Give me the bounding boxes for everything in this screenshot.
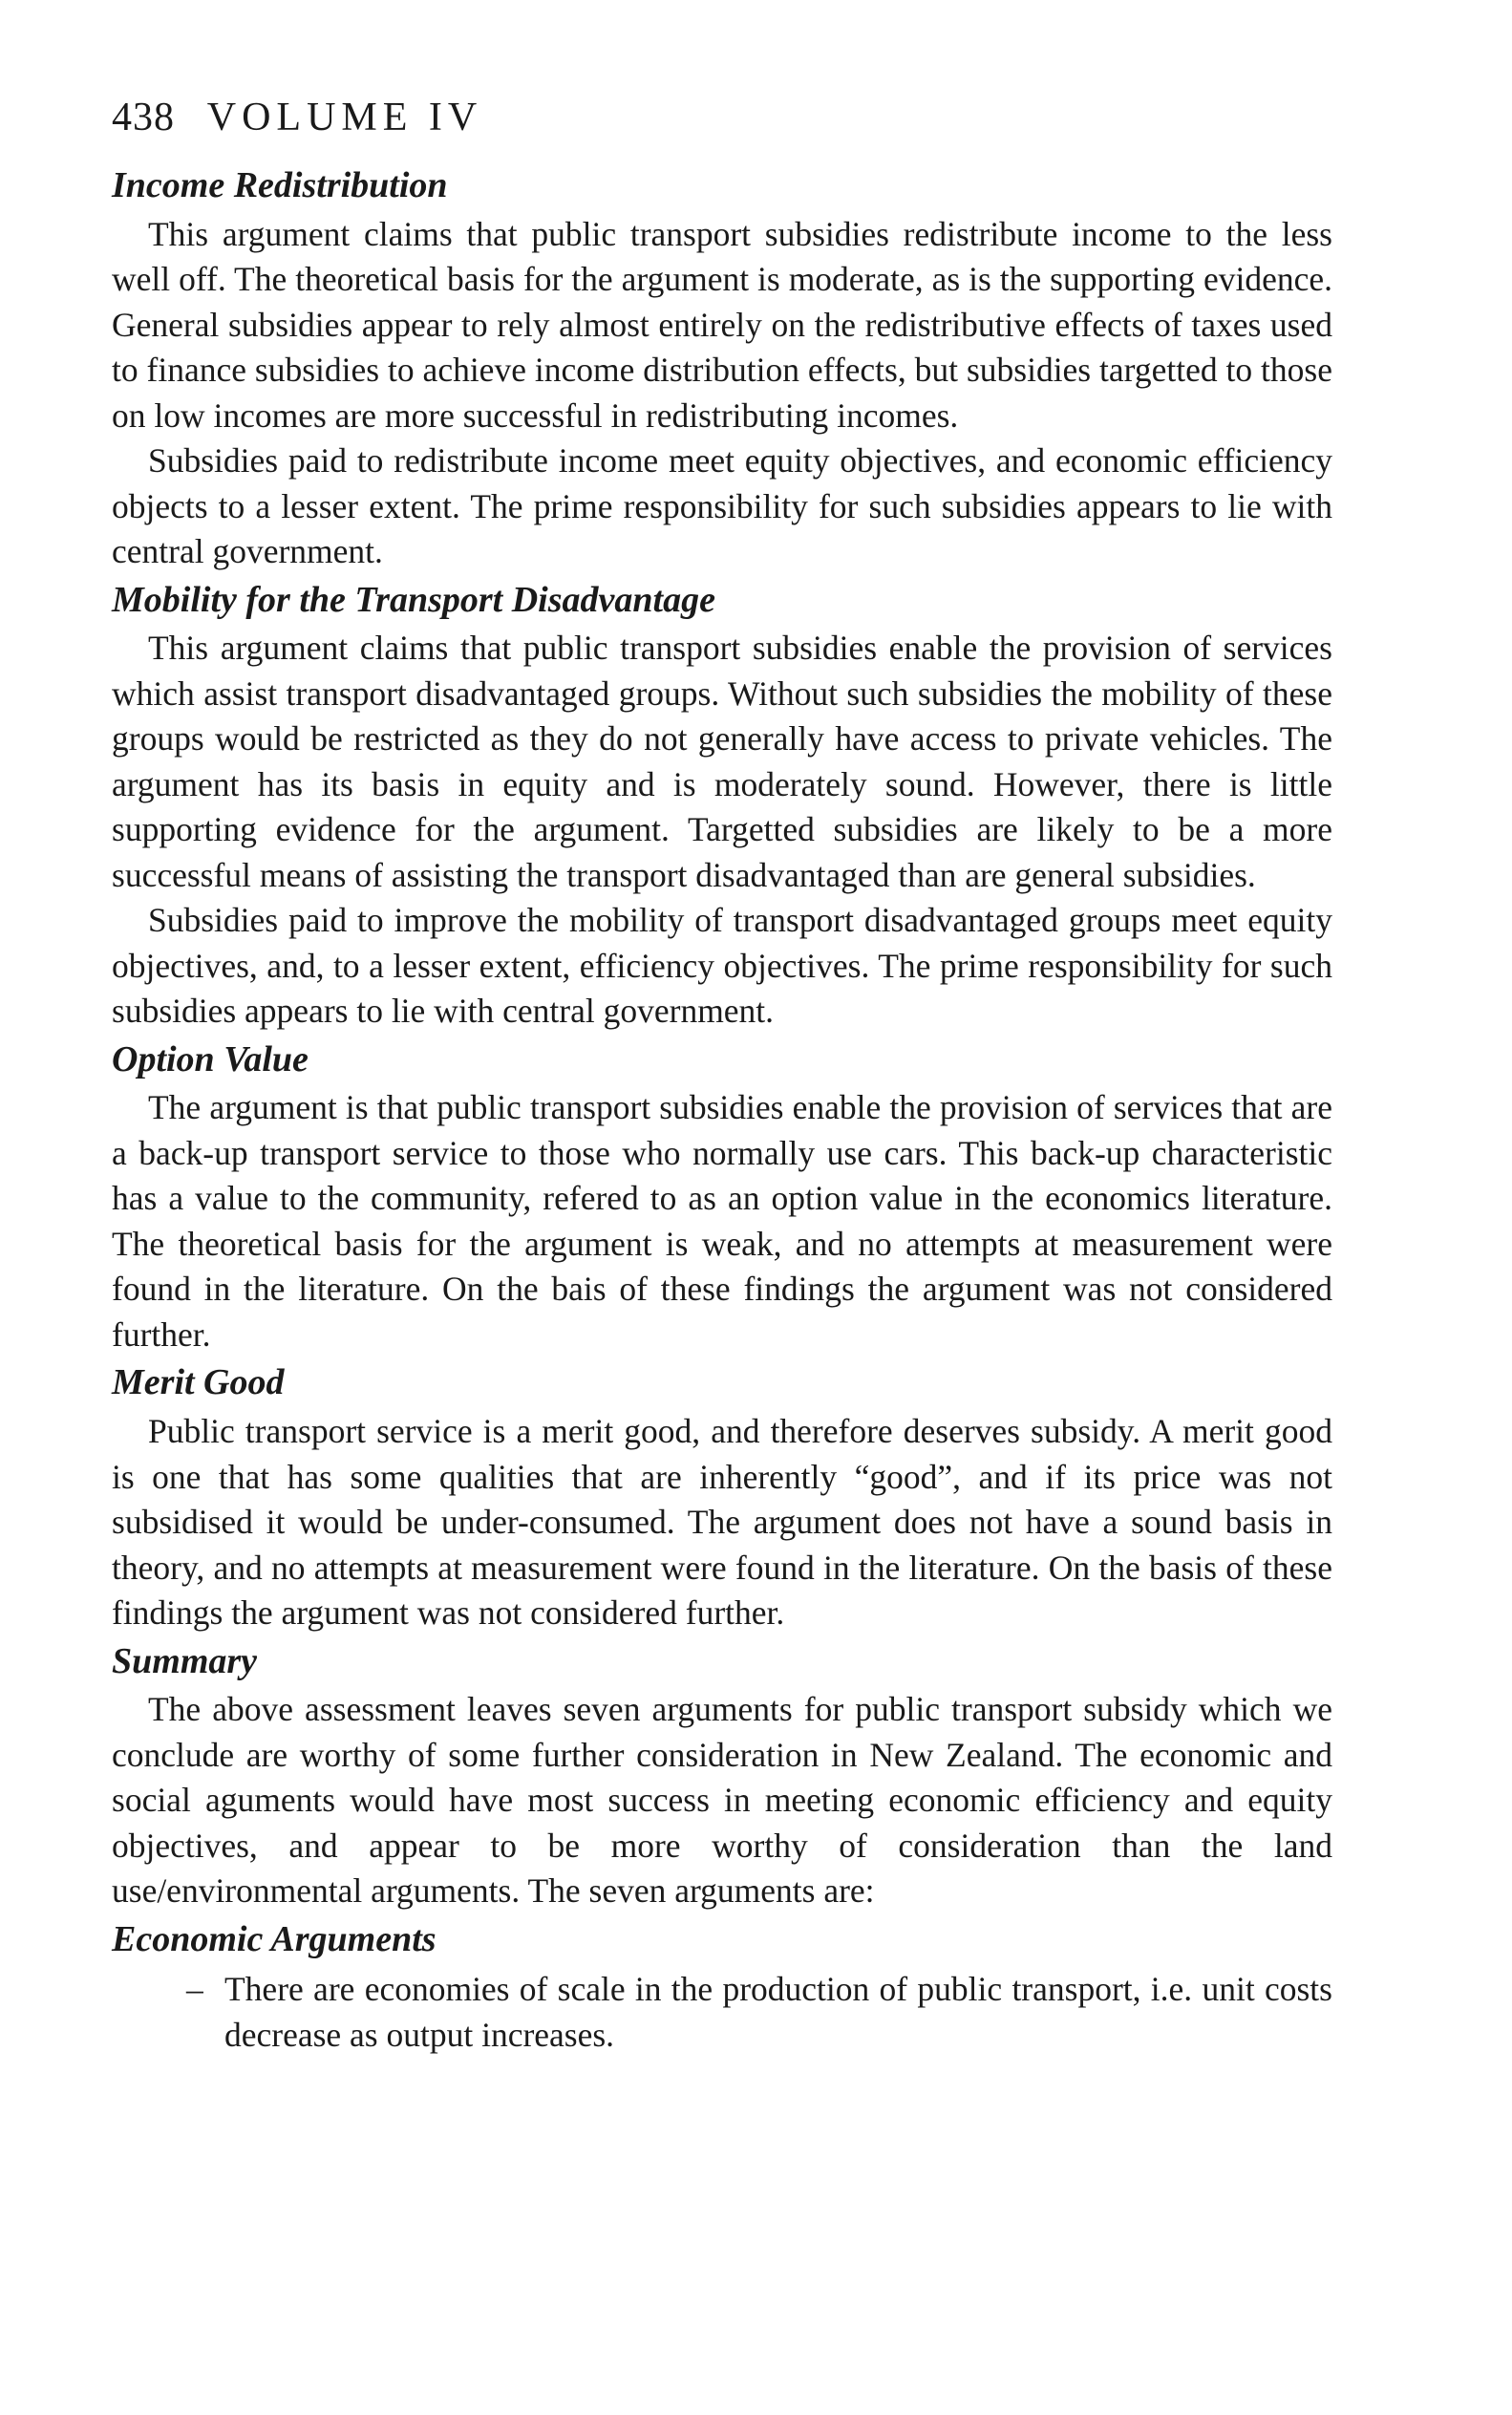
list-item-text: There are economies of scale in the production of public transport, i.e. unit costs decrease as output increases.: [224, 1970, 1332, 2054]
section-economic-arguments: [112, 1918, 1332, 2059]
running-head: [112, 96, 1332, 139]
paragraph: The argument is that public transport subsidies enable the provision of services that are a back-up transport service to those who normally use cars. This back-up characteristic has a value to the community, refered to as an option value in the economics literature. The theoretical basis for the argument is weak, and no attempts at measurement were found in the literature. On the bais of these findings the argument was not considered further.: [112, 1088, 1332, 1354]
section-heading: Mobility for the Transport Disadvantage: [112, 579, 715, 620]
section-heading: Summary: [112, 1640, 258, 1681]
paragraph: Subsidies paid to redistribute income meet equity objectives, and economic efficiency objects to a lesser extent. The prime responsibility for such subsidies appears to lie with central government.: [112, 441, 1332, 571]
section-option-value: [112, 1038, 1332, 1358]
paragraph: This argument claims that public transport subsidies enable the provision of services which assist transport disadvantaged groups. Without such subsidies the mobility of these groups would be restricted as they do not generally have access to private vehicles. The argument has its basis in equity and is moderately sound. However, there is little supporting evidence for the argument. Targetted subsidies are likely to be a more successful means of assisting the transport disadvantaged than are general subsidies.: [112, 629, 1332, 894]
section-heading: Merit Good: [112, 1362, 285, 1403]
section-income-redistribution: [112, 164, 1332, 575]
page-number: 438: [112, 96, 175, 139]
section-heading: Income Redistribution: [112, 165, 448, 206]
document-page: [112, 96, 1332, 2058]
section-summary: [112, 1640, 1332, 1914]
volume-label: VOLUME IV: [206, 96, 483, 139]
section-heading: Option Value: [112, 1038, 309, 1079]
section-heading: Economic Arguments: [112, 1918, 437, 1959]
paragraph: Subsidies paid to improve the mobility of transport disadvantaged groups meet equity objectives, and, to a lesser extent, efficiency objectives. The prime responsibility for such subsidies appears to lie with central government.: [112, 901, 1332, 1031]
paragraph: Public transport service is a merit good, and therefore deserves subsidy. A merit good is one that has some qualities that are inherently “good”, and if its price was not subsidised it would be under-consumed. The argument does not have a sound basis in theory, and no attempts at measurement were found in the literature. On the basis of these findings the argument was not considered further.: [112, 1412, 1332, 1633]
paragraph: The above assessment leaves seven arguments for public transport subsidy which we conclude are worthy of some further consideration in New Zealand. The economic and social aguments would have most success in meeting economic efficiency and equity objectives, and appear to be more worthy of consideration than the land use/environmental arguments. The seven arguments are:: [112, 1690, 1332, 1911]
section-merit-good: [112, 1361, 1332, 1635]
list-item: [186, 1967, 1332, 2058]
section-mobility-transport-disadvantage: [112, 579, 1332, 1035]
dash-marker: –: [186, 1970, 203, 2009]
argument-list: [112, 1967, 1332, 2058]
paragraph: This argument claims that public transport subsidies redistribute income to the less well off. The theoretical basis for the argument is moderate, as is the supporting evidence. General subsidies appear to rely almost entirely on the redistributive effects of taxes used to finance subsidies to achieve income distribution effects, but subsidies targetted to those on low incomes are more successful in redistributing incomes.: [112, 214, 1332, 435]
